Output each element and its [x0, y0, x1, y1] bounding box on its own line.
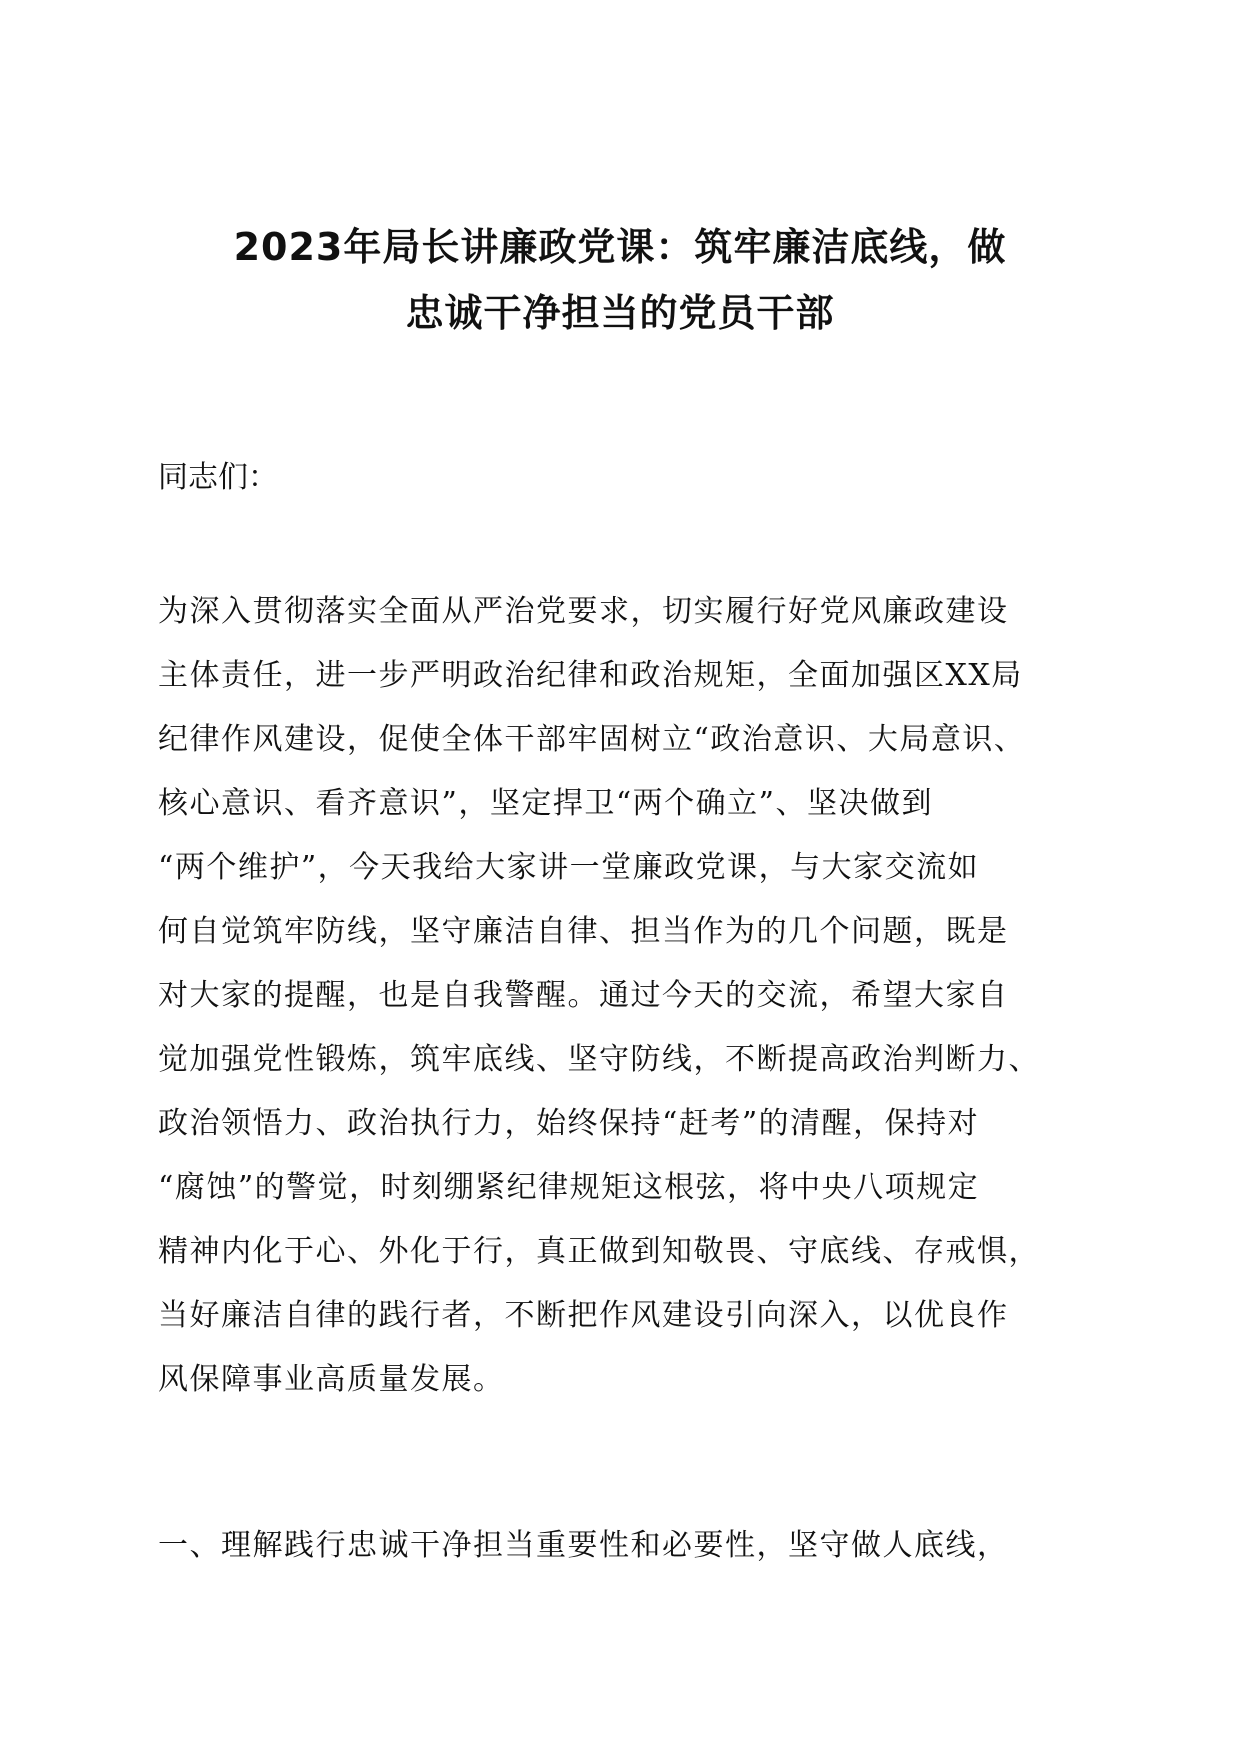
paragraph-line: 为深入贯彻落实全面从严治党要求，切实履行好党风廉政建设 [158, 594, 1009, 629]
paragraph-line: 对大家的提醒，也是自我警醒。通过今天的交流，希望大家自 [158, 978, 1009, 1013]
intro-paragraph [158, 580, 1083, 1412]
title-line-1: 2023年局长讲廉政党课：筑牢廉洁底线，做 [233, 225, 1007, 269]
paragraph-line: 何自觉筑牢防线，坚守廉洁自律、担当作为的几个问题，既是 [158, 914, 1009, 949]
paragraph-line: 精神内化于心、外化于行，真正做到知敬畏、守底线、存戒惧， [158, 1234, 1040, 1269]
paragraph-line: 觉加强党性锻炼，筑牢底线、坚守防线，不断提高政治判断力、 [158, 1042, 1040, 1077]
paragraph-line: 政治领悟力、政治执行力，始终保持“赶考”的清醒，保持对 [158, 1106, 980, 1141]
paragraph-line: “两个维护”，今天我给大家讲一堂廉政党课，与大家交流如 [158, 850, 980, 885]
salutation: 同志们： [158, 460, 278, 495]
document-title [150, 214, 1090, 346]
paragraph-line: 核心意识、看齐意识”，坚定捍卫“两个确立”、坚决做到 [158, 786, 934, 821]
section-heading-1: 一、理解践行忠诚干净担当重要性和必要性，坚守做人底线， [158, 1528, 1009, 1563]
paragraph-line: 纪律作风建设，促使全体干部牢固树立“政治意识、大局意识、 [158, 722, 1026, 757]
title-line-2: 忠诚干净担当的党员干部 [405, 291, 835, 335]
paragraph-line: 当好廉洁自律的践行者，不断把作风建设引向深入，以优良作 [158, 1298, 1009, 1333]
paragraph-line: 风保障事业高质量发展。 [158, 1362, 505, 1397]
paragraph-line: “腐蚀”的警觉，时刻绷紧纪律规矩这根弦，将中央八项规定 [158, 1170, 980, 1205]
paragraph-line: 主体责任，进一步严明政治纪律和政治规矩，全面加强区XX局 [158, 658, 1023, 693]
